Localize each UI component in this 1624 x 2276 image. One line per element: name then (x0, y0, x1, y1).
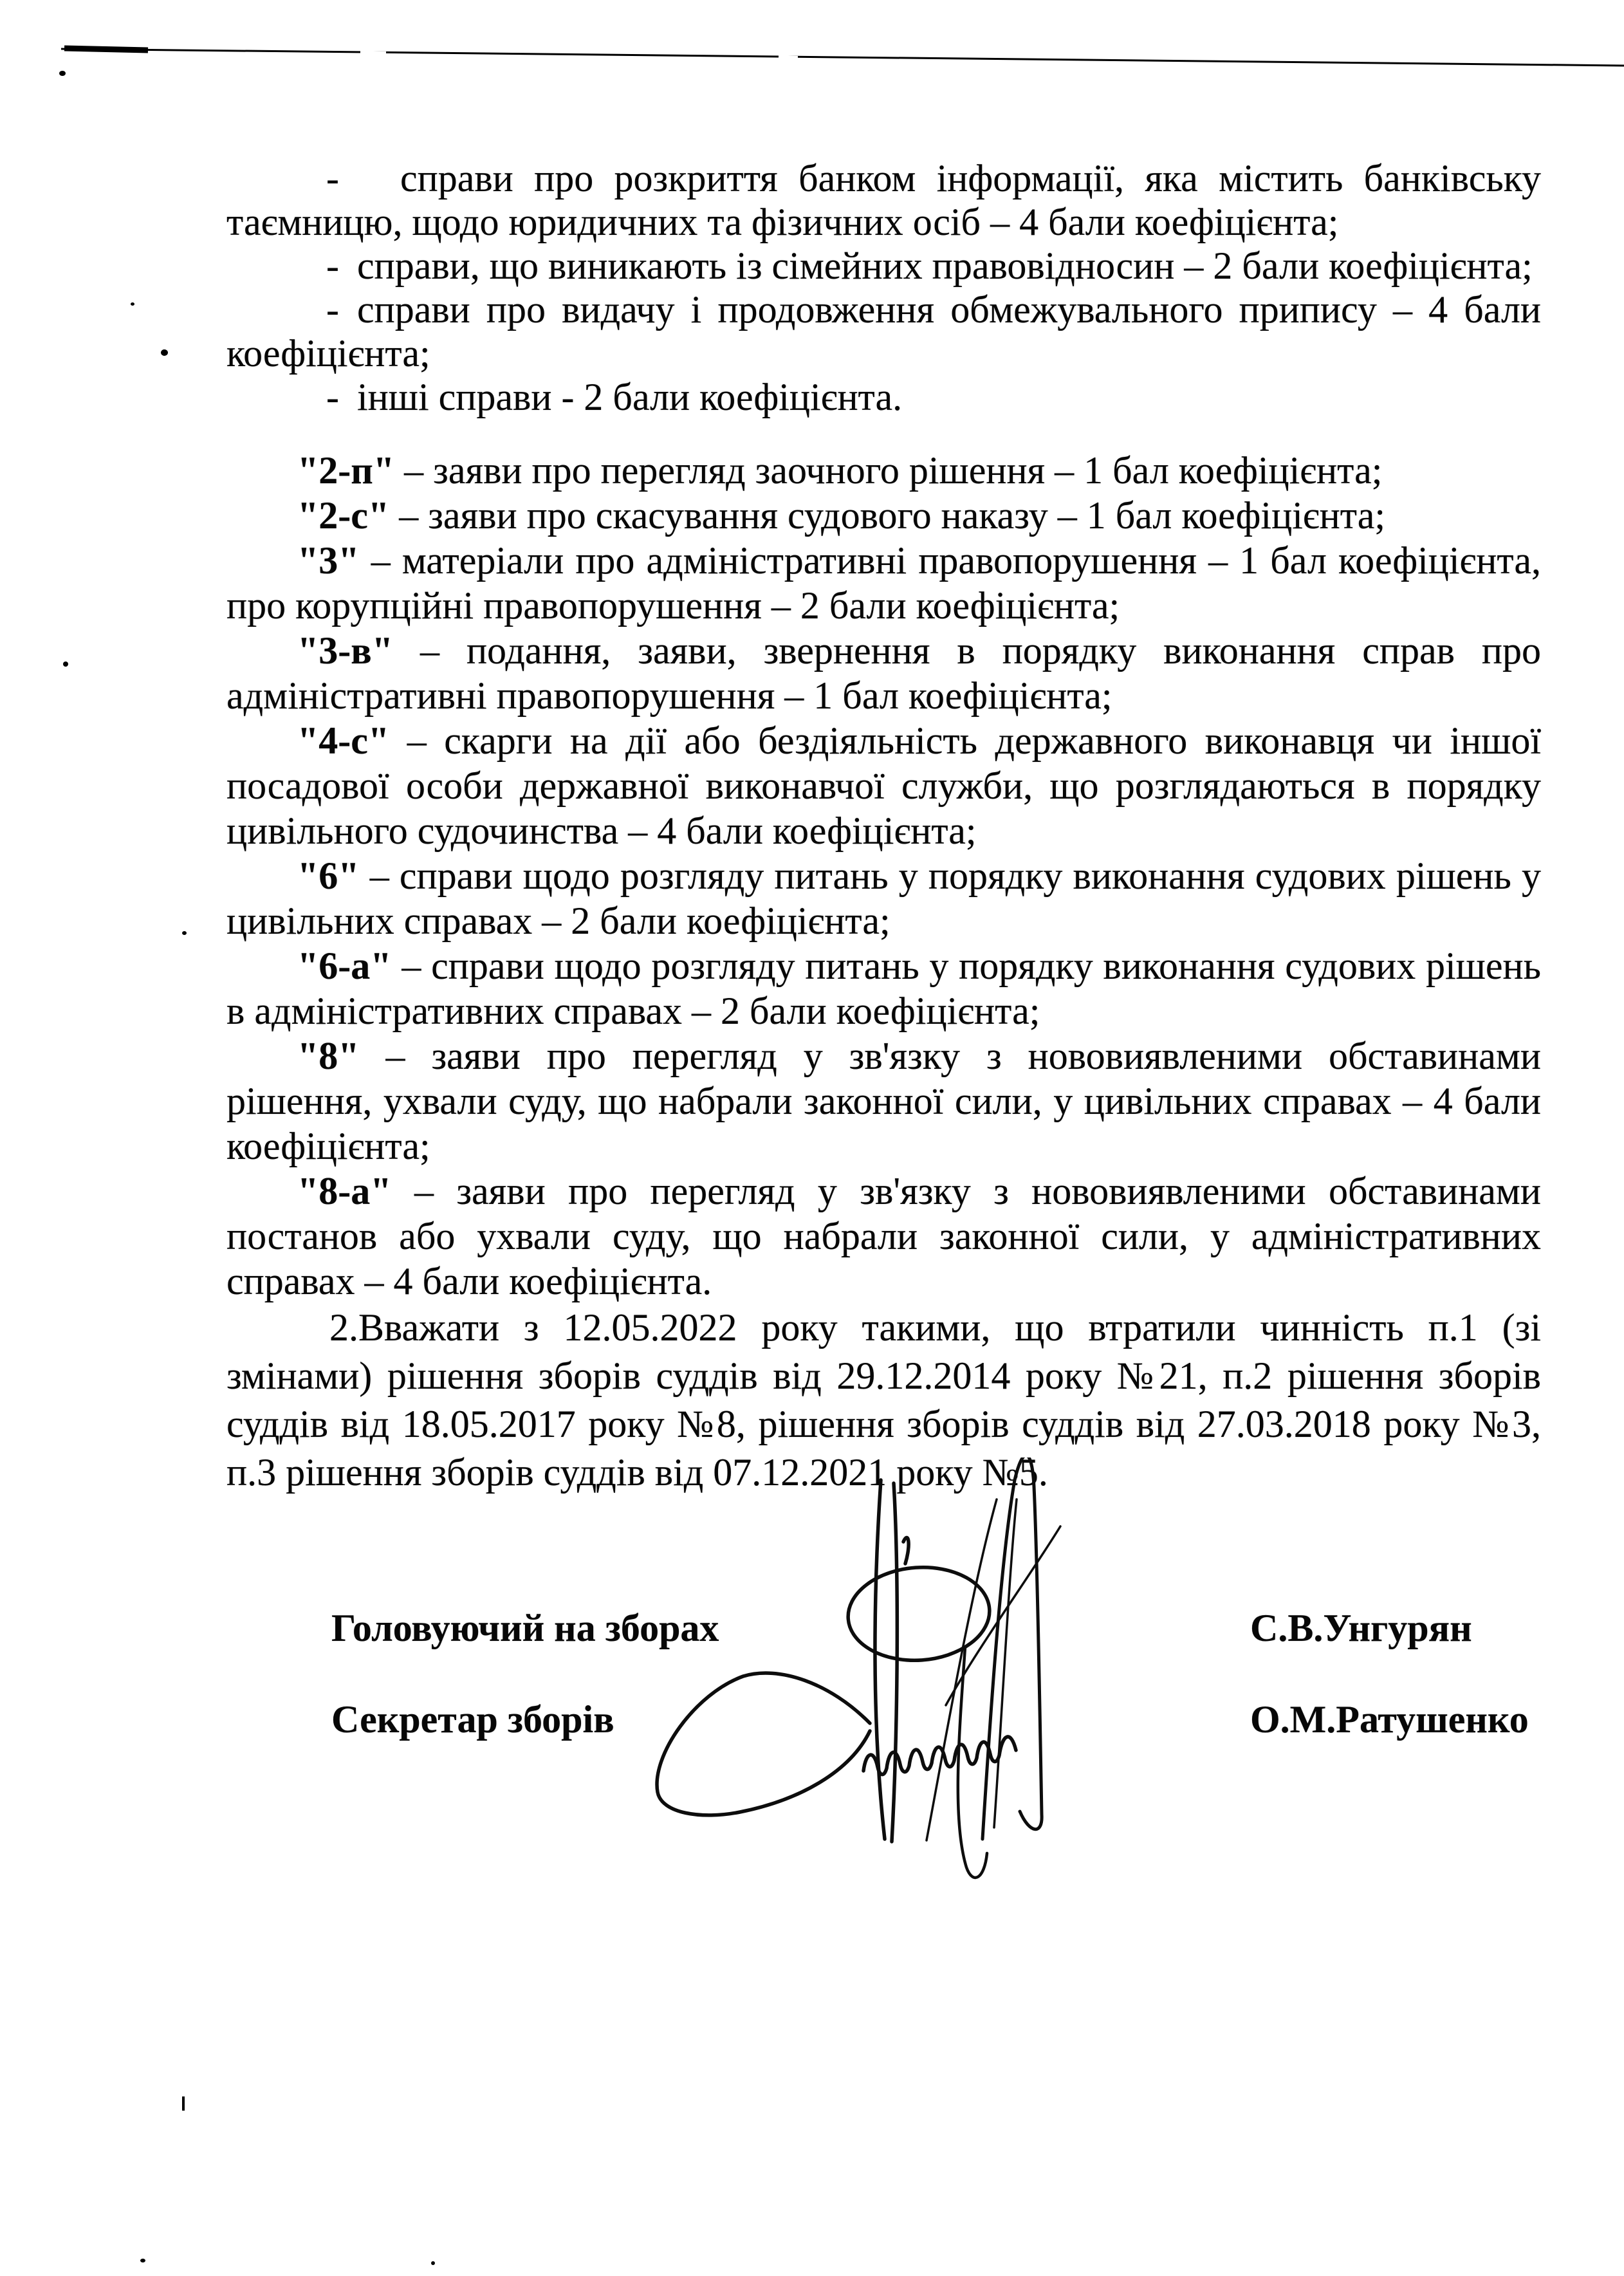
case-text: – заяви про перегляд у зв'язку з нововиявленими обставинами рішення, ухвали суду, що набрали законної сили, у цивільних справах – 4 бали коефіцієнта; (226, 1035, 1541, 1167)
coded-item (226, 853, 1541, 943)
case-code: "3-в" (297, 629, 394, 672)
bullet-item-text: справи про розкриття банком інформації, яка містить банківську таємницю, щодо юридичних та фізичних осіб – 4 бали коефіцієнта; (226, 157, 1541, 243)
case-text: – заяви про скасування судового наказу – 1 бал коефіцієнта; (399, 494, 1385, 537)
bullet-item-text: справи, що виникають із сімейних правовідносин – 2 бали коефіцієнта; (356, 245, 1533, 287)
coded-item (226, 718, 1541, 853)
toner-speck (63, 662, 68, 667)
case-code: "2-с" (297, 494, 390, 537)
coded-item (226, 943, 1541, 1033)
case-code: "4-с" (297, 719, 390, 762)
toner-speck (140, 2259, 145, 2262)
case-text: – подання, заяви, звернення в порядку виконання справ про адміністративні правопорушення – 1 бал коефіцієнта; (226, 629, 1542, 717)
coded-item (226, 1033, 1541, 1169)
signatory-role-chair: Головуючий на зборах (331, 1607, 719, 1649)
bullet-dash: - (326, 288, 339, 331)
toner-speck (182, 931, 187, 935)
toner-tick (182, 2096, 185, 2111)
signatory-role-secretary: Секретар зборів (331, 1698, 614, 1741)
case-code: "6" (297, 855, 360, 897)
bullet-dash: - (326, 376, 339, 418)
bullet-dash: - (326, 245, 339, 287)
case-text: – матеріали про адміністративні правопорушення – 1 бал коефіцієнта, про корупційні правопорушення – 2 бали коефіцієнта; (226, 539, 1541, 627)
coded-item (226, 628, 1541, 718)
paragraph-2: 2.Вважати з 12.05.2022 року такими, що втратили чинність п.1 (зі змінами) рішення зборів суддів від 29.12.2014 року №21, п.2 рішення зборів суддів від 18.05.2017 року №8, рішення зборів суддів від 27.03.2018 року №3, п.3 рішення зборів суддів від 07.12.2021 року №5. (226, 1306, 1541, 1494)
bullet-item (226, 288, 1541, 375)
bullet-item-text: справи про видачу і продовження обмежувального припису – 4 бали коефіцієнта; (226, 288, 1541, 375)
text-column (226, 156, 1541, 1497)
bullet-item (226, 244, 1541, 288)
case-code: "3" (297, 539, 360, 582)
bullet-dash: - (326, 157, 339, 199)
signatory-name-chair: С.В.Унгурян (1250, 1607, 1472, 1649)
scan-line-artifact (0, 0, 1624, 90)
bullet-item (226, 375, 1541, 419)
case-text: – заяви про перегляд заочного рішення – 1 бал коефіцієнта; (404, 449, 1383, 492)
toner-speck (131, 302, 134, 306)
toner-speck (59, 71, 66, 76)
coded-item (226, 538, 1541, 628)
case-code: "2-п" (297, 449, 395, 492)
coded-item (226, 448, 1541, 493)
case-text: – заяви про перегляд у зв'язку з нововиявленими обставинами постанов або ухвали суду, що набрали законної сили, у адміністративних справах – 4 бали коефіцієнта. (226, 1170, 1541, 1302)
toner-speck (161, 349, 168, 356)
bullet-item-text: інші справи - 2 бали коефіцієнта. (356, 376, 903, 418)
case-text: – справи щодо розгляду питань у порядку виконання судових рішень у цивільних справах – 2 бали коефіцієнта; (226, 855, 1541, 942)
coded-case-list (226, 448, 1541, 1304)
case-text: – справи щодо розгляду питань у порядку виконання судових рішень в адміністративних справах – 2 бали коефіцієнта; (226, 945, 1541, 1032)
case-code: "8-а" (297, 1170, 392, 1212)
bullet-case-list (226, 156, 1541, 419)
coded-item (226, 493, 1541, 538)
signatory-name-secretary: О.М.Ратушенко (1250, 1698, 1529, 1741)
bullet-item (226, 156, 1541, 244)
case-code: "8" (297, 1035, 360, 1077)
case-text: – скарги на дії або бездіяльність державного виконавця чи іншої посадової особи державної виконавчої служби, що розглядаються в порядку цивільного судочинства – 4 бали коефіцієнта; (226, 719, 1542, 852)
signature-scribble (631, 1457, 1081, 1901)
toner-speck (431, 2261, 435, 2265)
coded-item (226, 1169, 1541, 1304)
case-code: "6-а" (297, 945, 392, 987)
